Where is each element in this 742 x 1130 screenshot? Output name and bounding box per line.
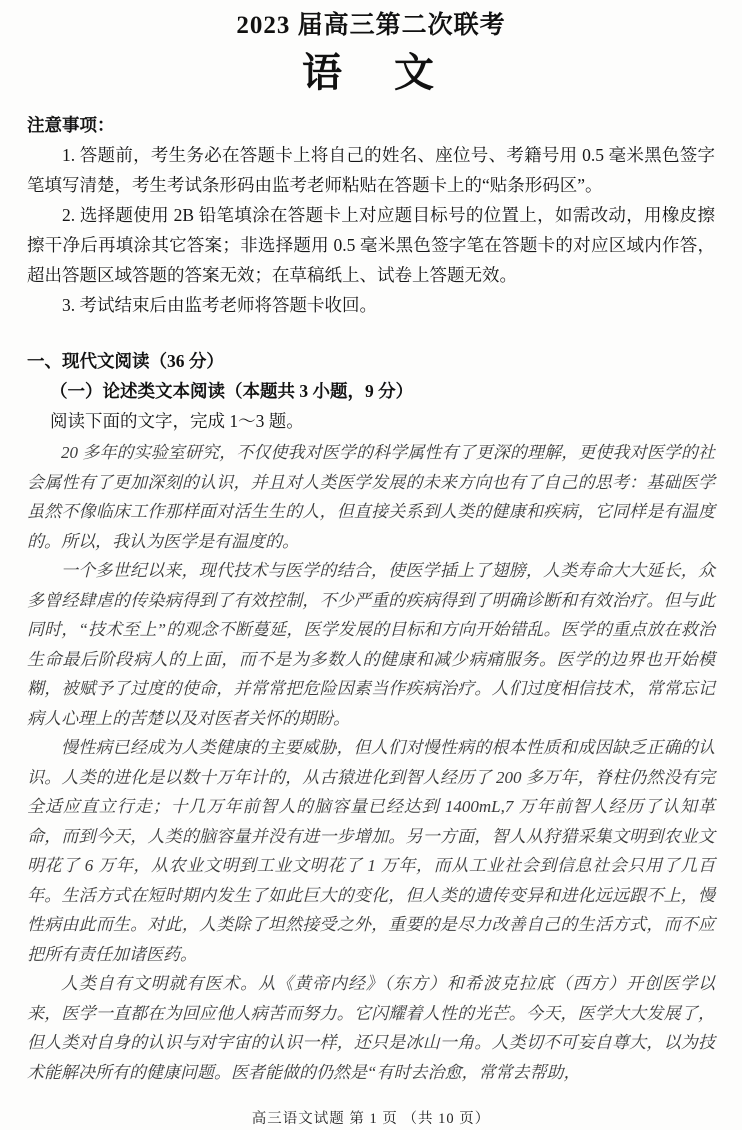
subsection-heading: （一）论述类文本阅读（本题共 3 小题，9 分）: [50, 381, 414, 401]
notice-heading: 注意事项：: [27, 115, 115, 135]
notice-item: 2. 选择题使用 2B 铅笔填涂在答题卡上对应题目标号的位置上，如需改动，用橡皮擦擦干净后再填涂其它答案；非选择题用 0.5 毫米黑色签字笔在答题卡的对应区域内作答，超出答题区域答题的答案无效；在草稿纸上、试卷上答题无效。: [27, 205, 715, 285]
reading-section: [27, 346, 715, 436]
passage-paragraph: 20 多年的实验室研究，不仅使我对医学的科学属性有了更深的理解，更使我对医学的社会属性有了更加深刻的认识，并且对人类医学发展的未来方向也有了自己的思考：基础医学虽然不像临床工作那样面对活生生的人，但直接关系到人类的健康和疾病，它同样是有温度的。所以，我认为医学是有温度的。: [27, 443, 715, 551]
subject-title: 语 文: [302, 50, 440, 95]
passage: [27, 438, 715, 1087]
section-heading: 一、现代文阅读（36 分）: [27, 351, 224, 371]
exam-title: 2023 届高三第二次联考: [236, 12, 506, 39]
passage-paragraph: 一个多世纪以来，现代技术与医学的结合，使医学插上了翅膀，人类寿命大大延长，众多曾经肆虐的传染病得到了有效控制，不少严重的疾病得到了明确诊断和有效治疗。但与此同时，“技术至上”的观念不断蔓延，医学发展的目标和方向开始错乱。医学的重点放在救治生命最后阶段病人的上面，而不是为多数人的健康和减少病痛服务。医学的边界也开始模糊，被赋予了过度的使命，并常常把危险因素当作疾病治疗。人们过度相信技术，常常忘记病人心理上的苦楚以及对医者关怀的期盼。: [27, 561, 715, 728]
passage-paragraph: 人类自有文明就有医术。从《黄帝内经》（东方）和希波克拉底（西方）开创医学以来，医学一直都在为回应他人病苦而努力。它闪耀着人性的光芒。今天，医学大大发展了，但人类对自身的认识与对宇宙的认识一样，还只是冰山一角。人类切不可妄自尊大，以为技术能解决所有的健康问题。医者能做的仍然是“有时去治愈，常常去帮助，: [27, 974, 715, 1082]
reading-instruction: 阅读下面的文字，完成 1～3 题。: [50, 411, 304, 431]
passage-paragraph: 慢性病已经成为人类健康的主要威胁，但人们对慢性病的根本性质和成因缺乏正确的认识。人类的进化是以数十万年计的，从古猿进化到智人经历了 200 多万年，脊柱仍然没有完全适应直立行走；十几万年前智人的脑容量已经达到 1400mL,7 万年前智人经历了认知革命，而到今天，人类的脑容量并没有进一步增加。另一方面，智人从狩猎采集文明到农业文明花了 6 万年，从农业文明到工业文明花了 1 万年，而从工业社会到信息社会只用了几百年。生活方式在短时期内发生了如此巨大的变化，但人类的遗传变异和进化远远跟不上，慢性病由此而生。对此，人类除了坦然接受之外，重要的是尽力改善自己的生活方式，而不应把所有责任加诸医药。: [27, 738, 715, 964]
page-footer: 高三语文试题 第 1 页 （共 10 页）: [251, 1111, 491, 1127]
notice-item: 3. 考试结束后由监考老师将答题卡收回。: [62, 295, 377, 315]
notice-item: 1. 答题前，考生务必在答题卡上将自己的姓名、座位号、考籍号用 0.5 毫米黑色签字笔填写清楚，考生考试条形码由监考老师粘贴在答题卡上的“贴条形码区”。: [27, 145, 715, 195]
notice-section: [27, 110, 715, 320]
